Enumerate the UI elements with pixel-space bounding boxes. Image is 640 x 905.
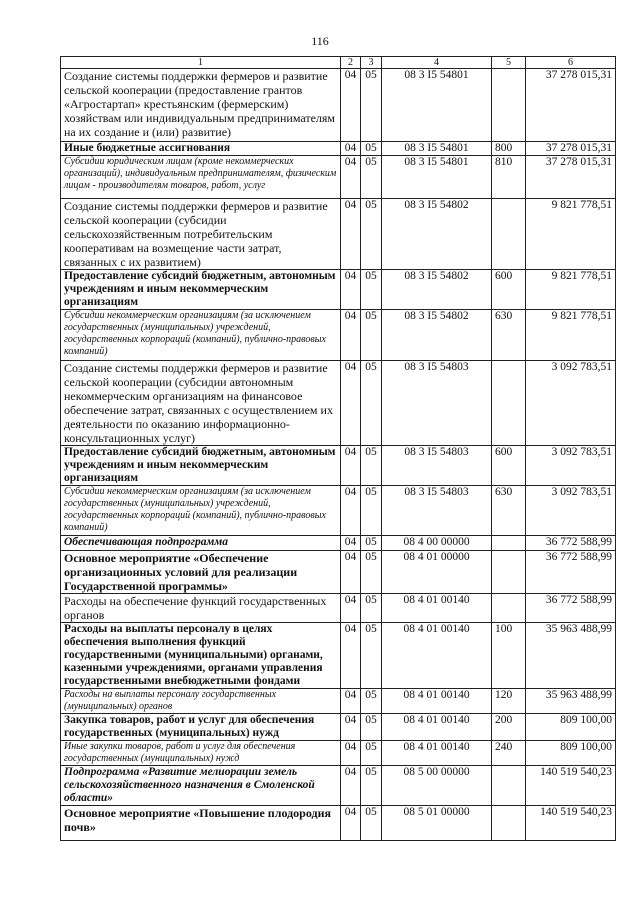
row-c3-cell: 05 — [361, 446, 382, 486]
row-c6-cell: 37 278 015,31 — [526, 156, 616, 199]
row-c6-cell: 36 772 588,99 — [526, 594, 616, 623]
row-c3-cell: 05 — [361, 806, 382, 841]
row-c4-cell: 08 5 00 00000 — [382, 766, 492, 806]
row-c2-cell: 04 — [341, 551, 361, 594]
row-c6-cell: 37 278 015,31 — [526, 142, 616, 156]
table-row — [61, 536, 616, 551]
header-cell-3: 3 — [361, 57, 382, 69]
row-c5-cell — [492, 536, 526, 551]
row-name-cell: Предоставление субсидий бюджетным, автономным учреждениям и иным некоммерческим организациям — [61, 446, 341, 486]
row-c2-cell: 04 — [341, 199, 361, 270]
row-c6-cell: 809 100,00 — [526, 714, 616, 741]
row-c6-cell: 36 772 588,99 — [526, 536, 616, 551]
row-name-cell: Расходы на выплаты персоналу государственных (муниципальных) органов — [61, 689, 341, 714]
row-c6-cell: 9 821 778,51 — [526, 270, 616, 310]
row-c4-cell: 08 3 I5 54802 — [382, 310, 492, 361]
row-c4-cell: 08 3 I5 54801 — [382, 156, 492, 199]
row-name-cell: Субсидии некоммерческим организациям (за исключением государственных (муниципальных) учреждений, государственных корпораций (компаний), публично-правовых компаний) — [61, 310, 341, 361]
table-row — [61, 486, 616, 536]
row-c4-cell: 08 4 01 00140 — [382, 741, 492, 766]
table-row — [61, 199, 616, 270]
row-name-cell: Подпрограмма «Развитие мелиорации земель сельскохозяйственного назначения в Смоленской области» — [61, 766, 341, 806]
table-row — [61, 594, 616, 623]
row-c5-cell: 600 — [492, 270, 526, 310]
row-c3-cell: 05 — [361, 199, 382, 270]
row-name-cell: Закупка товаров, работ и услуг для обеспечения государственных (муниципальных) нужд — [61, 714, 341, 741]
row-c3-cell: 05 — [361, 310, 382, 361]
row-c5-cell: 200 — [492, 714, 526, 741]
table-row — [61, 310, 616, 361]
row-c5-cell — [492, 551, 526, 594]
row-c4-cell: 08 3 I5 54803 — [382, 486, 492, 536]
row-c6-cell: 9 821 778,51 — [526, 199, 616, 270]
row-c5-cell — [492, 69, 526, 142]
row-c5-cell — [492, 199, 526, 270]
row-c5-cell: 800 — [492, 142, 526, 156]
page-number: 116 — [311, 34, 329, 48]
row-c6-cell: 3 092 783,51 — [526, 361, 616, 446]
row-c3-cell: 05 — [361, 623, 382, 689]
row-c4-cell: 08 4 01 00140 — [382, 714, 492, 741]
row-c4-cell: 08 4 01 00000 — [382, 551, 492, 594]
row-c2-cell: 04 — [341, 361, 361, 446]
row-c3-cell: 05 — [361, 270, 382, 310]
row-c4-cell: 08 4 01 00140 — [382, 594, 492, 623]
row-c2-cell: 04 — [341, 310, 361, 361]
row-c5-cell — [492, 361, 526, 446]
table-row — [61, 689, 616, 714]
row-c6-cell: 36 772 588,99 — [526, 551, 616, 594]
row-name-cell: Основное мероприятие «Обеспечение организационных условий для реализации Государственной программы» — [61, 551, 341, 594]
table-row — [61, 156, 616, 199]
table-row — [61, 714, 616, 741]
row-c5-cell — [492, 806, 526, 841]
row-name-cell: Расходы на выплаты персоналу в целях обеспечения выполнения функций государственными (муниципальными) органами, казенными учреждениями, органами управления государственными внебюджетными фондами — [61, 623, 341, 689]
table-row — [61, 142, 616, 156]
row-c2-cell: 04 — [341, 156, 361, 199]
row-c5-cell — [492, 766, 526, 806]
row-c2-cell: 04 — [341, 714, 361, 741]
table-row — [61, 551, 616, 594]
row-c2-cell: 04 — [341, 766, 361, 806]
row-name-cell: Иные закупки товаров, работ и услуг для обеспечения государственных (муниципальных) нужд — [61, 741, 341, 766]
row-c4-cell: 08 3 I5 54801 — [382, 69, 492, 142]
row-c2-cell: 04 — [341, 69, 361, 142]
row-c3-cell: 05 — [361, 69, 382, 142]
row-c4-cell: 08 3 I5 54803 — [382, 446, 492, 486]
row-c6-cell: 3 092 783,51 — [526, 486, 616, 536]
row-c3-cell: 05 — [361, 594, 382, 623]
row-c3-cell: 05 — [361, 766, 382, 806]
row-c3-cell: 05 — [361, 714, 382, 741]
row-c2-cell: 04 — [341, 594, 361, 623]
row-c6-cell: 809 100,00 — [526, 741, 616, 766]
budget-table — [60, 56, 616, 841]
row-c5-cell: 630 — [492, 310, 526, 361]
row-name-cell: Создание системы поддержки фермеров и развитие сельской кооперации (субсидии сельскохозяйственным потребительским кооперативам на возмещение части затрат, связанных с их развитием) — [61, 199, 341, 270]
row-c6-cell: 140 519 540,23 — [526, 806, 616, 841]
table-row — [61, 270, 616, 310]
row-c6-cell: 3 092 783,51 — [526, 446, 616, 486]
header-cell-4: 4 — [382, 57, 492, 69]
row-c5-cell: 600 — [492, 446, 526, 486]
table-row — [61, 69, 616, 142]
table-row — [61, 446, 616, 486]
row-c2-cell: 04 — [341, 270, 361, 310]
row-c6-cell: 140 519 540,23 — [526, 766, 616, 806]
table-row — [61, 361, 616, 446]
row-c2-cell: 04 — [341, 806, 361, 841]
row-c5-cell: 100 — [492, 623, 526, 689]
row-name-cell: Иные бюджетные ассигнования — [61, 142, 341, 156]
table-header-row — [61, 57, 616, 69]
row-c3-cell: 05 — [361, 551, 382, 594]
row-c2-cell: 04 — [341, 741, 361, 766]
table-row — [61, 766, 616, 806]
row-c2-cell: 04 — [341, 142, 361, 156]
row-c2-cell: 04 — [341, 446, 361, 486]
row-name-cell: Предоставление субсидий бюджетным, автономным учреждениям и иным некоммерческим организациям — [61, 270, 341, 310]
row-c4-cell: 08 4 01 00140 — [382, 689, 492, 714]
row-c4-cell: 08 3 I5 54802 — [382, 270, 492, 310]
row-c3-cell: 05 — [361, 142, 382, 156]
row-c4-cell: 08 3 I5 54802 — [382, 199, 492, 270]
row-c6-cell: 35 963 488,99 — [526, 623, 616, 689]
header-cell-1: 1 — [61, 57, 341, 69]
row-c5-cell — [492, 594, 526, 623]
row-c2-cell: 04 — [341, 689, 361, 714]
row-c3-cell: 05 — [361, 361, 382, 446]
row-c5-cell: 240 — [492, 741, 526, 766]
header-cell-2: 2 — [341, 57, 361, 69]
row-c6-cell: 9 821 778,51 — [526, 310, 616, 361]
row-c6-cell: 37 278 015,31 — [526, 69, 616, 142]
row-c5-cell: 630 — [492, 486, 526, 536]
row-c4-cell: 08 3 I5 54801 — [382, 142, 492, 156]
row-c2-cell: 04 — [341, 536, 361, 551]
row-name-cell: Создание системы поддержки фермеров и развитие сельской кооперации (предоставление грантов «Агростартап» крестьянским (фермерским) хозяйствам или индивидуальным предпринимателям на их создание и (или) развитие) — [61, 69, 341, 142]
row-c6-cell: 35 963 488,99 — [526, 689, 616, 714]
row-name-cell: Основное мероприятие «Повышение плодородия почв» — [61, 806, 341, 841]
table-row — [61, 806, 616, 841]
row-c5-cell: 120 — [492, 689, 526, 714]
row-c3-cell: 05 — [361, 536, 382, 551]
header-cell-6: 6 — [526, 57, 616, 69]
row-name-cell: Создание системы поддержки фермеров и развитие сельской кооперации (субсидии автономным некоммерческим организациям на финансовое обеспечение затрат, связанных с осуществлением их деятельности по оказанию информационно-консультационных услуг) — [61, 361, 341, 446]
row-c2-cell: 04 — [341, 486, 361, 536]
row-c2-cell: 04 — [341, 623, 361, 689]
row-c4-cell: 08 3 I5 54803 — [382, 361, 492, 446]
row-c3-cell: 05 — [361, 486, 382, 536]
table-row — [61, 623, 616, 689]
row-c3-cell: 05 — [361, 156, 382, 199]
row-name-cell: Расходы на обеспечение функций государственных органов — [61, 594, 341, 623]
row-c4-cell: 08 4 01 00140 — [382, 623, 492, 689]
row-name-cell: Обеспечивающая подпрограмма — [61, 536, 341, 551]
row-c3-cell: 05 — [361, 741, 382, 766]
row-c3-cell: 05 — [361, 689, 382, 714]
row-c4-cell: 08 5 01 00000 — [382, 806, 492, 841]
header-cell-5: 5 — [492, 57, 526, 69]
row-c4-cell: 08 4 00 00000 — [382, 536, 492, 551]
row-name-cell: Субсидии некоммерческим организациям (за исключением государственных (муниципальных) учреждений, государственных корпораций (компаний), публично-правовых компаний) — [61, 486, 341, 536]
table-row — [61, 741, 616, 766]
row-c5-cell: 810 — [492, 156, 526, 199]
row-name-cell: Субсидии юридическим лицам (кроме некоммерческих организаций), индивидуальным предпринимателям, физическим лицам - производителям товаров, работ, услуг — [61, 156, 341, 199]
